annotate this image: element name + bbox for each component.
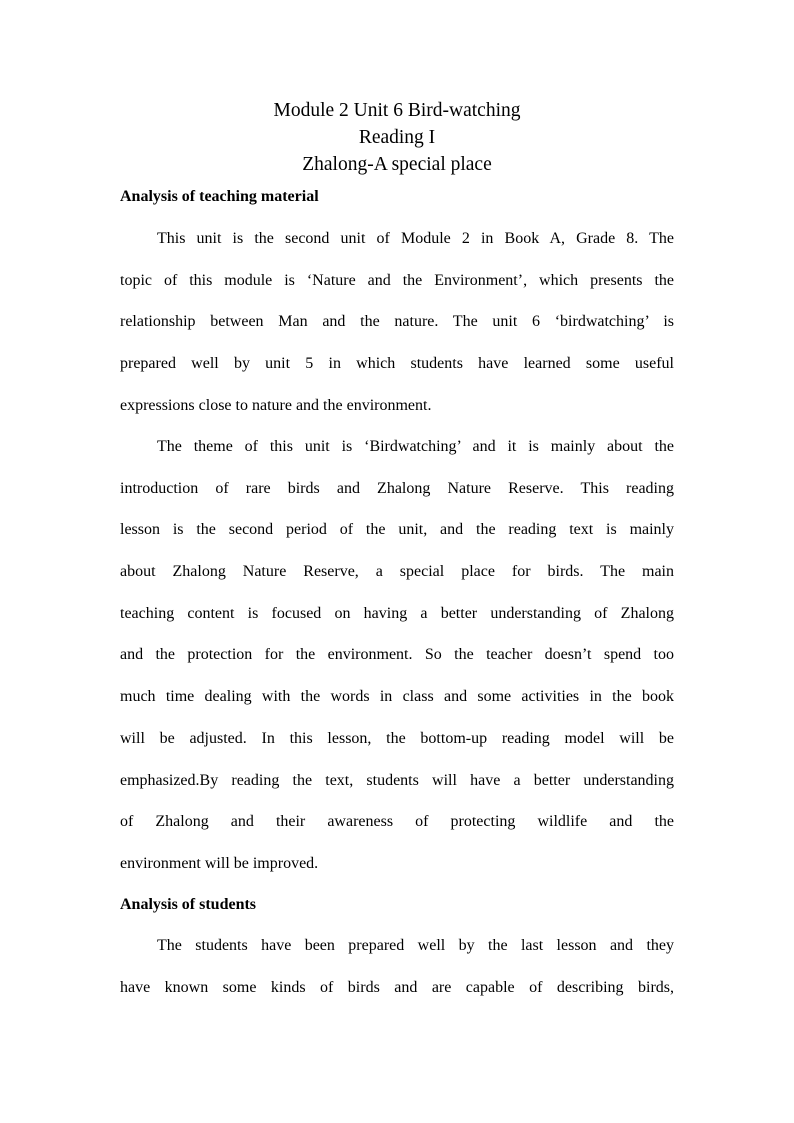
paragraph-line: have known some kinds of birds and are capable of describing birds,	[120, 978, 674, 996]
paragraph-line: lesson is the second period of the unit, and the reading text is mainly	[120, 521, 674, 539]
paragraph-unit-theme	[120, 426, 674, 885]
paragraph-line: prepared well by unit 5 in which students have learned some useful	[120, 355, 674, 373]
paragraph-line: expressions close to nature and the environment.	[120, 396, 432, 414]
paragraph-line: will be adjusted. In this lesson, the bottom-up reading model will be	[120, 729, 674, 747]
paragraph-line: much time dealing with the words in class and some activities in the book	[120, 688, 674, 706]
document-title: Module 2 Unit 6 Bird-watching	[273, 100, 521, 121]
paragraph-line: teaching content is focused on having a better understanding of Zhalong	[120, 604, 674, 622]
paragraph-students	[120, 925, 674, 1008]
paragraph-line: introduction of rare birds and Zhalong Nature Reserve. This reading	[120, 479, 674, 497]
section-heading-teaching-material: Analysis of teaching material	[120, 188, 319, 205]
paragraph-line: This unit is the second unit of Module 2 in Book A, Grade 8. The	[157, 230, 674, 247]
document-subtitle: Reading I	[358, 127, 436, 148]
paragraph-line: The theme of this unit is ‘Birdwatching’ and it is mainly about the	[157, 438, 674, 455]
paragraph-line: and the protection for the environment. So the teacher doesn’t spend too	[120, 646, 674, 664]
paragraph-line: relationship between Man and the nature. The unit 6 ‘birdwatching’ is	[120, 313, 674, 331]
paragraph-line: environment will be improved.	[120, 854, 319, 872]
paragraph-line: The students have been prepared well by the last lesson and they	[157, 937, 674, 954]
paragraph-line: topic of this module is ‘Nature and the Environment’, which presents the	[120, 271, 674, 289]
lesson-title: Zhalong-A special place	[302, 154, 492, 175]
paragraph-unit-overview	[120, 218, 674, 426]
paragraph-line: of Zhalong and their awareness of protecting wildlife and the	[120, 813, 674, 831]
section-heading-students: Analysis of students	[120, 896, 257, 913]
paragraph-line: emphasized.By reading the text, students will have a better understanding	[120, 771, 674, 789]
paragraph-line: about Zhalong Nature Reserve, a special place for birds. The main	[120, 563, 674, 581]
